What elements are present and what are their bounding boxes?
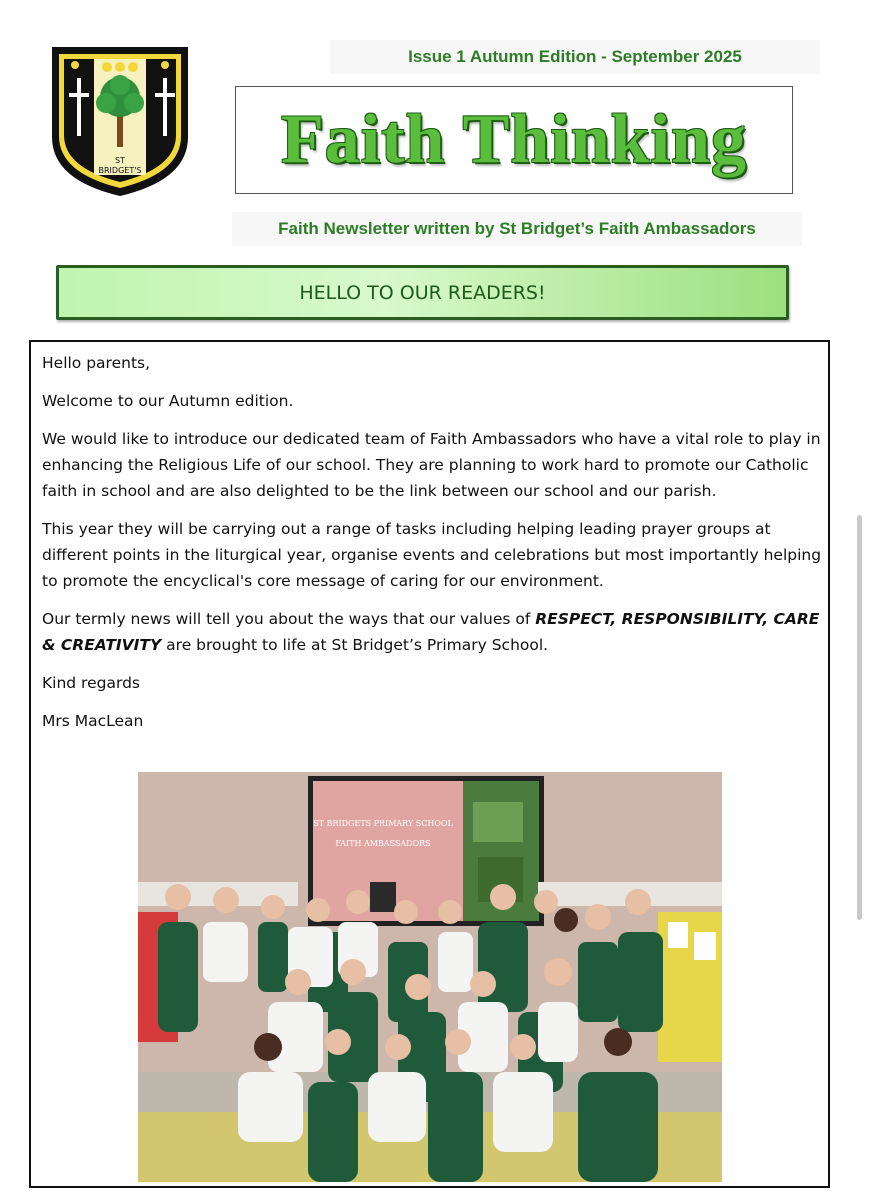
letter-box bbox=[29, 340, 830, 1188]
crest-text-name: BRIDGET'S bbox=[98, 166, 142, 175]
school-crest-logo bbox=[50, 45, 190, 198]
faith-ambassadors-photo bbox=[138, 772, 722, 1182]
newsletter-subtitle: Faith Newsletter written by St Bridget’s Faith Ambassadors bbox=[232, 212, 802, 246]
scrollbar[interactable] bbox=[857, 515, 862, 920]
letter-paragraph-2: This year they will be carrying out a range of tasks including helping leading prayer groups at different points in the liturgical year, organise events and celebrations but most importantly helping to promote the encyclical's core message of caring for our environment. bbox=[42, 520, 822, 590]
letter-signature: Mrs MacLean bbox=[42, 712, 144, 730]
title-box bbox=[235, 86, 793, 194]
letter-closing: Kind regards bbox=[42, 674, 140, 692]
hello-banner-text: HELLO TO OUR READERS! bbox=[299, 281, 546, 304]
school-values: RESPECT, RESPONSIBILITY, CARE & CREATIVITY bbox=[42, 610, 820, 654]
hello-banner bbox=[56, 265, 789, 320]
issue-label: Issue 1 Autumn Edition - September 2025 bbox=[330, 40, 820, 74]
crest-text-st: ST bbox=[115, 156, 125, 165]
slide-subtitle-text: FAITH AMBASSADORS bbox=[335, 839, 431, 848]
newsletter-title: Faith Thinking bbox=[281, 101, 747, 178]
letter-paragraph-1: We would like to introduce our dedicated team of Faith Ambassadors who have a vital role to play in enhancing the Religious Life of our school. They are planning to work hard to promote our Catholic faith in school and are also delighted to be the link between our school and our parish. bbox=[42, 430, 821, 500]
slide-title-text: ST BRIDGETS PRIMARY SCHOOL bbox=[313, 819, 453, 828]
letter-text bbox=[42, 350, 822, 746]
letter-paragraph-3 bbox=[42, 606, 822, 658]
letter-greeting: Hello parents, bbox=[42, 354, 151, 372]
para3-end: are brought to life at St Bridget’s Primary School. bbox=[161, 636, 549, 654]
letter-welcome: Welcome to our Autumn edition. bbox=[42, 392, 294, 410]
para3-start: Our termly news will tell you about the ways that our values of bbox=[42, 610, 536, 628]
